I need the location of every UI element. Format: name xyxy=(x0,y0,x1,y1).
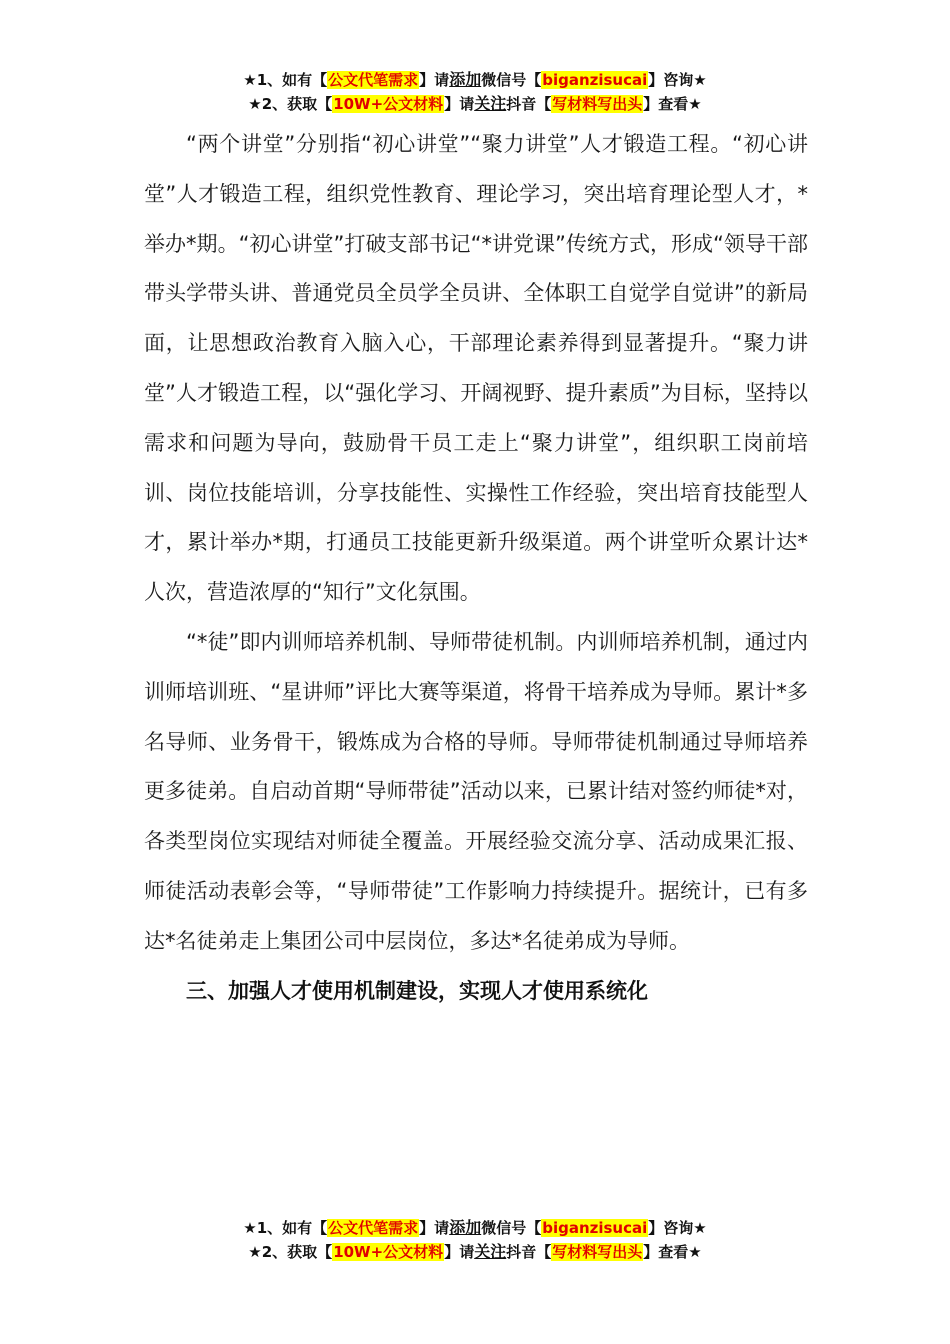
top-promo-banner xyxy=(0,68,950,116)
promo-text: ★1、如有【 xyxy=(243,71,328,89)
promo-emphasis: 添加 xyxy=(449,70,482,89)
document-body xyxy=(144,120,808,1016)
paragraph-two-lecture-halls: “两个讲堂”分别指“初心讲堂”“聚力讲堂”人才锻造工程。“初心讲堂”人才锻造工程，组织党性教育、理论学习，突出培育理论型人才，*举办*期。“初心讲堂”打破支部书记“*讲党课”传统方式，形成“领导干部带头学带头讲、普通党员全员学全员讲、全体职工自觉学自觉讲”的新局面，让思想政治教育入脑入心，干部理论素养得到显著提升。“聚力讲堂”人才锻造工程，以“强化学习、开阔视野、提升素质”为目标，坚持以需求和问题为导向，鼓励骨干员工走上“聚力讲堂”，组织职工岗前培训、岗位技能培训，分享技能性、实操性工作经验，突出培育技能型人才，累计举办*期，打通员工技能更新升级渠道。两个讲堂听众累计达*人次，营造浓厚的“知行”文化氛围。 xyxy=(144,132,808,605)
promo-emphasis: 添加 xyxy=(449,1218,482,1237)
promo-line-1 xyxy=(0,1216,950,1240)
promo-highlight: 公文代笔需求 xyxy=(328,71,419,89)
promo-highlight: 写材料写出头 xyxy=(552,95,643,113)
promo-text: 】请 xyxy=(419,71,450,89)
promo-text: ★1、如有【 xyxy=(243,1219,328,1237)
promo-text: ★2、获取【 xyxy=(248,1243,333,1261)
promo-highlight: 10W+公文材料 xyxy=(333,95,444,113)
promo-text: 】查看★ xyxy=(643,95,702,113)
promo-text: 】请 xyxy=(444,1243,475,1261)
promo-line-1 xyxy=(0,68,950,92)
promo-emphasis: 关注 xyxy=(474,94,507,113)
promo-highlight: biganzisucai xyxy=(542,71,648,89)
promo-highlight: 写材料写出头 xyxy=(552,1243,643,1261)
promo-text: ★2、获取【 xyxy=(248,95,333,113)
promo-text: 微信号【 xyxy=(481,1219,542,1237)
promo-text: 抖音【 xyxy=(506,95,552,113)
promo-line-2 xyxy=(0,92,950,116)
bottom-promo-banner xyxy=(0,1216,950,1264)
promo-highlight: 10W+公文材料 xyxy=(333,1243,444,1261)
promo-text: 】请 xyxy=(419,1219,450,1237)
promo-highlight: biganzisucai xyxy=(542,1219,648,1237)
promo-text: 】咨询★ xyxy=(648,1219,707,1237)
promo-line-2 xyxy=(0,1240,950,1264)
promo-text: 微信号【 xyxy=(481,71,542,89)
promo-emphasis: 关注 xyxy=(474,1242,507,1261)
promo-highlight: 公文代笔需求 xyxy=(328,1219,419,1237)
paragraph-mentor-apprentice: “*徒”即内训师培养机制、导师带徒机制。内训师培养机制，通过内训师培训班、“星讲师”评比大赛等渠道，将骨干培养成为导师。累计*多名导师、业务骨干，锻炼成为合格的导师。导师带徒机制通过导师培养更多徒弟。自启动首期“导师带徒”活动以来，已累计结对签约师徒*对，各类型岗位实现结对师徒全覆盖。开展经验交流分享、活动成果汇报、师徒活动表彰会等，“导师带徒”工作影响力持续提升。据统计，已有多达*名徒弟走上集团公司中层岗位，多达*名徒弟成为导师。 xyxy=(144,629,808,953)
promo-text: 】咨询★ xyxy=(648,71,707,89)
section-heading-3: 三、加强人才使用机制建设，实现人才使用系统化 xyxy=(186,978,648,1003)
promo-text: 】查看★ xyxy=(643,1243,702,1261)
promo-text: 抖音【 xyxy=(506,1243,552,1261)
promo-text: 】请 xyxy=(444,95,475,113)
